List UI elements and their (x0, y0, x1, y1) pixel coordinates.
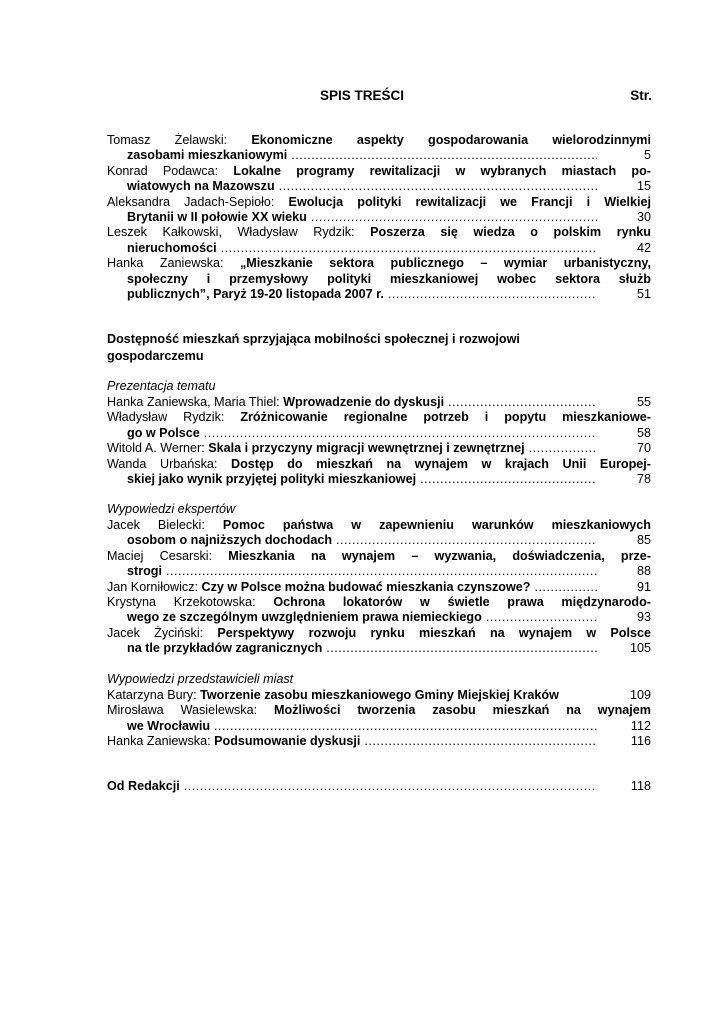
toc-title-part: „Mieszkanie sektora publicznego – wymiar urbanistyczny, (223, 256, 651, 271)
toc-title-part: Tworzenie zasobu mieszkaniowego Gminy Miejskiej Kraków (196, 687, 559, 702)
toc-line-text (107, 734, 360, 749)
toc-entry[interactable] (107, 457, 651, 488)
toc-line (107, 734, 651, 749)
toc-page-number: 5 (643, 148, 651, 163)
toc-title-part: zasobami mieszkaniowymi (127, 148, 288, 163)
leader-dots (448, 395, 597, 410)
toc-line-text (127, 148, 287, 163)
leader-dots (486, 610, 597, 625)
toc-entry[interactable] (107, 225, 651, 256)
toc-line (107, 595, 651, 610)
leader-dots (420, 472, 597, 487)
toc-page-number: 58 (636, 425, 651, 440)
toc-line (107, 641, 651, 656)
toc-page-number: 78 (636, 471, 651, 486)
toc-line (107, 210, 651, 225)
toc-author: Katarzyna Bury: (107, 687, 197, 702)
toc-line (107, 133, 651, 148)
toc-line-text (107, 395, 444, 410)
toc-line-text (107, 688, 559, 703)
leader-dots (214, 719, 597, 734)
toc-title-part: społeczny i przemysłowy polityki mieszkaniowej wobec sektora służb (127, 271, 651, 286)
toc-title-part: we Wrocławiu (127, 718, 211, 733)
toc-line-text (127, 210, 307, 225)
toc-page-number: 93 (636, 610, 651, 625)
toc-line (107, 626, 651, 641)
toc-entry[interactable] (107, 164, 651, 195)
toc-author: Maciej Cesarski: (107, 548, 213, 563)
toc-title-part: Dostęp do mieszkań na wynajem w krajach Unii Europej- (217, 456, 651, 471)
toc-author: Hanka Zaniewska, Maria Thiel: (107, 394, 280, 409)
toc-title-part: Perspektywy rozwoju rynku mieszkań na wynajem w Polsce (203, 625, 651, 640)
toc-page-number: 30 (636, 209, 651, 224)
toc-line (107, 426, 651, 441)
toc-entry[interactable] (107, 133, 651, 164)
toc-author: Jacek Bielecki: (107, 518, 205, 532)
toc-title-part: Pomoc państwa w zapewnieniu warunków mieszkaniowych (204, 518, 651, 532)
leader-dots (184, 779, 597, 794)
toc-line (107, 164, 651, 179)
leader-dots (534, 580, 597, 595)
toc-author: Konrad Podawca: (107, 163, 219, 178)
toc-title-part: osobom o najniższych dochodach (127, 533, 333, 548)
page-column-header: Str. (630, 88, 652, 103)
toc-page-number: 70 (636, 441, 651, 456)
toc-entry-editorial[interactable] (107, 779, 651, 794)
toc-line (107, 256, 651, 271)
toc-entry[interactable] (107, 195, 651, 226)
toc-title-part: Ewolucja polityki rewitalizacji we Francji i Wielkiej (274, 194, 651, 209)
toc-title-part: strogi (127, 564, 162, 579)
toc-line (107, 410, 651, 425)
toc-page-number: 118 (630, 778, 651, 793)
toc-line-text (107, 441, 525, 456)
toc-page-number: 55 (636, 394, 651, 409)
toc-line-text (127, 426, 200, 441)
toc-entry[interactable] (107, 256, 651, 302)
leader-dots (364, 734, 597, 749)
toc-page-number: 88 (636, 564, 651, 579)
toc-line (107, 688, 651, 703)
toc-line-text (127, 179, 275, 194)
toc-line-text (127, 241, 217, 256)
toc-line (107, 395, 651, 410)
toc-line (107, 287, 651, 302)
toc-entry[interactable] (107, 734, 651, 749)
leader-dots (166, 564, 597, 579)
toc-line (107, 564, 651, 579)
toc-line (107, 610, 651, 625)
toc-author: Mirosława Wasielewska: (107, 703, 258, 718)
toc-line (107, 549, 651, 564)
toc-title-part: Zróżnicowanie regionalne potrzeb i popytu mieszkaniowe- (224, 410, 651, 425)
toc-author: Hanka Zaniewska: (107, 734, 211, 749)
toc-entry[interactable] (107, 549, 651, 580)
toc-entry[interactable] (107, 703, 651, 734)
toc-entry[interactable] (107, 595, 651, 626)
toc-author: Aleksandra Jadach-Sepioło: (107, 194, 275, 209)
toc-title-part: Ochrona lokatorów w świetle prawa międzynarodo- (255, 595, 651, 609)
leader-dots (388, 287, 597, 302)
page-title: SPIS TREŚCI (319, 88, 405, 103)
section-title: Dostępność mieszkań sprzyjająca mobilności społecznej i rozwojowi gospodarczemu (107, 332, 520, 363)
toc-page-number: 116 (630, 734, 651, 749)
toc-line (107, 719, 651, 734)
toc-author: Hanka Zaniewska: (107, 256, 224, 271)
toc-title-part: wiatowych na Mazowszu (127, 179, 275, 194)
toc-line-text (127, 719, 210, 734)
toc-line-text (127, 533, 332, 548)
toc-author: Jacek Życiński: (107, 625, 204, 640)
toc-title-part: go w Polsce (127, 425, 200, 440)
toc-page-number: 51 (636, 286, 651, 301)
toc-author: Leszek Kałkowski, Władysław Rydzik: (107, 225, 355, 240)
toc-entry[interactable] (107, 580, 651, 595)
toc-author: Jan Korniłowicz: (107, 579, 198, 594)
leader-dots (291, 148, 597, 163)
toc-author: Witold A. Werner: (107, 441, 205, 456)
toc-line-text (127, 610, 482, 625)
toc-entry[interactable] (107, 626, 651, 657)
toc-title-part: Podsumowanie dyskusji (210, 734, 361, 749)
toc-entry[interactable] (107, 441, 651, 456)
subsection-city-representatives: Wypowiedzi przedstawicieli miast (107, 672, 294, 686)
toc-entry[interactable] (107, 518, 651, 549)
leader-dots (326, 641, 597, 656)
leader-dots (336, 533, 597, 548)
toc-line (107, 241, 651, 256)
toc-title-part: Brytanii w II połowie XX wieku (127, 209, 307, 224)
toc-line-text (127, 641, 322, 656)
toc-title-part: Czy w Polsce można budować mieszkania czynszowe? (198, 579, 531, 594)
toc-line (107, 441, 651, 456)
toc-author: Tomasz Żelawski: (107, 133, 228, 147)
toc-entry[interactable] (107, 688, 651, 703)
leader-dots (311, 210, 597, 225)
toc-title-part: Możliwości tworzenia zasobu mieszkań na wynajem (257, 703, 651, 718)
toc-title-part: Lokalne programy rewitalizacji w wybranych miastach po- (218, 163, 651, 178)
toc-line (107, 580, 651, 595)
toc-author: Wanda Urbańska: (107, 456, 218, 471)
toc-page-number: 85 (636, 533, 651, 548)
toc-title-part: publicznych”, Paryż 19-20 listopada 2007 r. (127, 286, 384, 301)
toc-line-text (127, 287, 384, 302)
toc-line-text (127, 472, 416, 487)
toc-title-part: Skala i przyczyny migracji wewnętrznej i zewnętrznej (204, 441, 525, 456)
toc-title-part: Poszerza się wiedza o polskim rynku (354, 225, 651, 240)
toc-page-number: 112 (630, 718, 651, 733)
toc-title-part: nieruchomości (127, 240, 217, 255)
toc-page-number: 109 (629, 687, 651, 702)
toc-page-number: 42 (636, 240, 651, 255)
leader-dots (279, 179, 597, 194)
toc-line-text (127, 564, 162, 579)
leader-dots (529, 441, 597, 456)
toc-entry-title: Od Redakcji (107, 778, 180, 793)
toc-line (107, 225, 651, 240)
toc-author: Krystyna Krzekotowska: (107, 595, 256, 609)
toc-page-number: 15 (636, 179, 651, 194)
toc-line-text (107, 580, 530, 595)
toc-title-part: Mieszkania na wynajem – wyzwania, doświadczenia, prze- (212, 548, 652, 563)
toc-title-part: skiej jako wynik przyjętej polityki mieszkaniowej (127, 471, 417, 486)
toc-line (107, 472, 651, 487)
toc-line (107, 457, 651, 472)
toc-entry[interactable] (107, 410, 651, 441)
toc-entry[interactable] (107, 395, 651, 410)
toc-line (107, 703, 651, 718)
toc-title-part: Wprowadzenie do dyskusji (279, 394, 445, 409)
toc-line (107, 533, 651, 548)
subsection-presentation: Prezentacja tematu (107, 379, 216, 393)
leader-dots (204, 426, 597, 441)
toc-title-part: wego ze szczególnym uwzględnieniem prawa niemieckiego (127, 610, 482, 625)
toc-page-number: 105 (629, 641, 651, 656)
toc-page-number: 91 (636, 579, 651, 594)
toc-line (107, 148, 651, 163)
toc-line (107, 195, 651, 210)
toc-line (107, 272, 651, 287)
toc-line (107, 179, 651, 194)
leader-dots (221, 241, 597, 256)
toc-line (107, 518, 651, 533)
toc-title-part: Ekonomiczne aspekty gospodarowania wielorodzinnymi (227, 133, 651, 147)
toc-title-part: na tle przykładów zagranicznych (127, 641, 323, 656)
toc-author: Władysław Rydzik: (107, 410, 225, 425)
subsection-experts: Wypowiedzi ekspertów (107, 502, 236, 516)
